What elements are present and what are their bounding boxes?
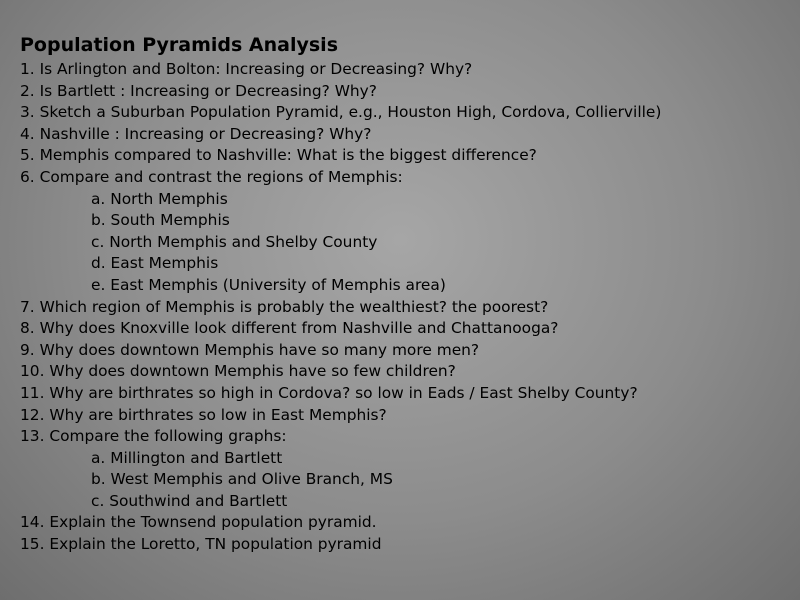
- question-6: 6. Compare and contrast the regions of Memphis:: [20, 167, 403, 186]
- question-13a: a. Millington and Bartlett: [91, 448, 283, 467]
- question-5: 5. Memphis compared to Nashville: What is the biggest difference?: [20, 146, 537, 165]
- question-13: 13. Compare the following graphs:: [20, 427, 287, 446]
- question-14: 14. Explain the Townsend population pyramid.: [20, 513, 377, 532]
- question-13b: b. West Memphis and Olive Branch, MS: [91, 470, 393, 489]
- question-13c: c. Southwind and Bartlett: [91, 491, 288, 510]
- question-10: 10. Why does downtown Memphis have so few children?: [20, 362, 456, 381]
- question-12: 12. Why are birthrates so low in East Memphis?: [20, 405, 387, 424]
- question-15: 15. Explain the Loretto, TN population pyramid: [20, 535, 382, 554]
- question-11: 11. Why are birthrates so high in Cordova? so low in Eads / East Shelby County?: [20, 383, 638, 402]
- slide-title: Population Pyramids Analysis: [20, 34, 338, 56]
- question-1: 1. Is Arlington and Bolton: Increasing or Decreasing? Why?: [20, 60, 473, 78]
- question-9: 9. Why does downtown Memphis have so many more men?: [20, 340, 480, 359]
- question-list: [20, 59, 790, 556]
- question-7: 7. Which region of Memphis is probably the wealthiest? the poorest?: [20, 297, 549, 316]
- question-4: 4. Nashville : Increasing or Decreasing? Why?: [20, 124, 372, 143]
- question-8: 8. Why does Knoxville look different from Nashville and Chattanooga?: [20, 319, 559, 338]
- question-6d: d. East Memphis: [91, 254, 219, 273]
- question-6c: c. North Memphis and Shelby County: [91, 232, 378, 251]
- question-3: 3. Sketch a Suburban Population Pyramid, e.g., Houston High, Cordova, Collierville): [20, 103, 662, 122]
- question-6e: e. East Memphis (University of Memphis area): [91, 275, 446, 294]
- question-2: 2. Is Bartlett : Increasing or Decreasing? Why?: [20, 81, 377, 100]
- question-6a: a. North Memphis: [91, 189, 228, 208]
- question-6b: b. South Memphis: [91, 211, 230, 230]
